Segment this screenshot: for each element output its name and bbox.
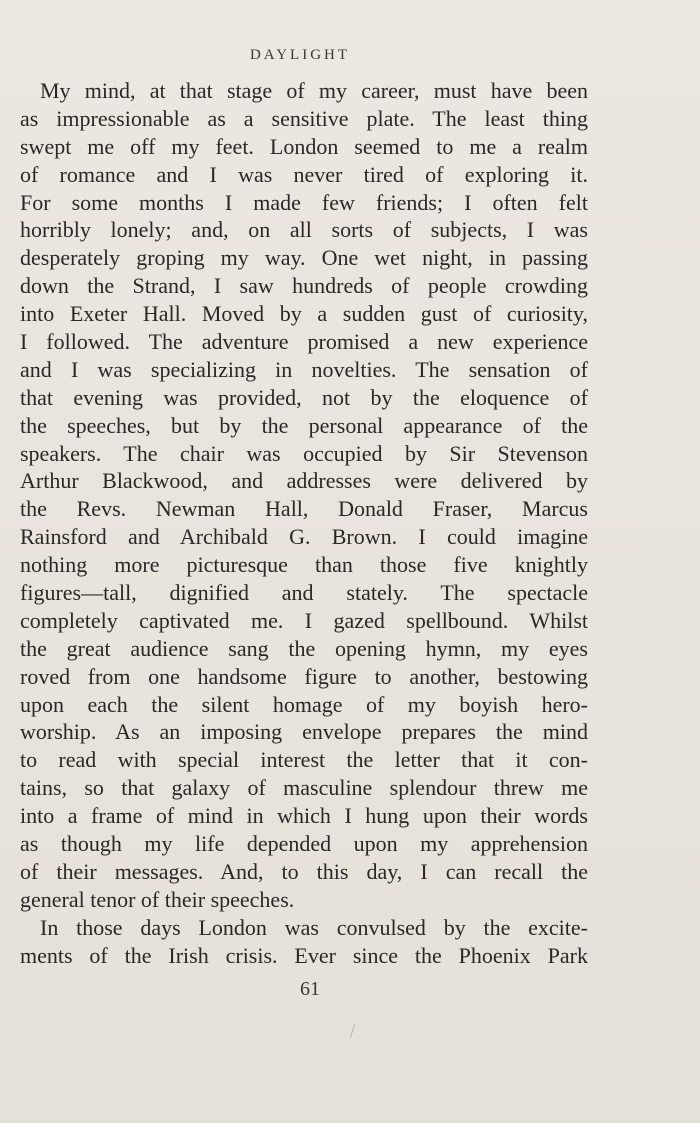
body-text (20, 77, 588, 970)
text-line: down the Strand, I saw hundreds of people crowding (20, 273, 588, 299)
text-line: speakers. The chair was occupied by Sir Stevenson (20, 440, 588, 466)
text-line: ments of the Irish crisis. Ever since the Phoenix Park (20, 942, 588, 968)
text-line: general tenor of their speeches. (20, 886, 295, 912)
text-line: desperately groping my way. One wet night, in passing (20, 245, 588, 271)
text-line: as though my life depended upon my apprehension (20, 831, 588, 857)
text-line: the Revs. Newman Hall, Donald Fraser, Marcus (20, 496, 588, 522)
page-number: 61 (300, 978, 320, 1000)
text-line: upon each the silent homage of my boyish hero- (20, 691, 588, 717)
text-line: figures—tall, dignified and stately. The spectacle (20, 580, 588, 606)
text-line: tains, so that galaxy of masculine splendour threw me (20, 775, 588, 801)
text-line: of their messages. And, to this day, I can recall the (20, 858, 588, 884)
text-line: nothing more picturesque than those five knightly (20, 552, 588, 578)
text-line: Rainsford and Archibald G. Brown. I could imagine (20, 524, 588, 550)
text-line: swept me off my feet. London seemed to me a realm (20, 133, 588, 159)
text-line: that evening was provided, not by the eloquence of (20, 384, 588, 410)
text-line: For some months I made few friends; I often felt (20, 189, 588, 215)
text-line: and I was specializing in novelties. The sensation of (20, 356, 588, 382)
text-line: worship. As an imposing envelope prepares the mind (20, 719, 588, 745)
text-line: of romance and I was never tired of exploring it. (20, 161, 588, 187)
running-title: DAYLIGHT (249, 47, 351, 63)
pencil-mark (350, 1024, 355, 1038)
text-line: horribly lonely; and, on all sorts of subjects, I was (20, 217, 588, 243)
text-line: roved from one handsome figure to another, bestowing (20, 663, 588, 689)
text-line: I followed. The adventure promised a new experience (20, 329, 588, 355)
text-line: the speeches, but by the personal appearance of the (20, 412, 588, 438)
text-line: the great audience sang the opening hymn, my eyes (20, 635, 588, 661)
text-line: completely captivated me. I gazed spellbound. Whilst (20, 607, 588, 633)
text-line: My mind, at that stage of my career, must have been (40, 78, 588, 103)
text-line: Arthur Blackwood, and addresses were delivered by (20, 468, 588, 494)
text-line: into a frame of mind in which I hung upon their words (20, 803, 588, 829)
text-line: In those days London was convulsed by the excite- (40, 914, 588, 940)
text-line: into Exeter Hall. Moved by a sudden gust of curiosity, (20, 301, 588, 327)
text-line: as impressionable as a sensitive plate. The least thing (20, 105, 588, 131)
text-line: to read with special interest the letter that it con- (20, 747, 588, 773)
